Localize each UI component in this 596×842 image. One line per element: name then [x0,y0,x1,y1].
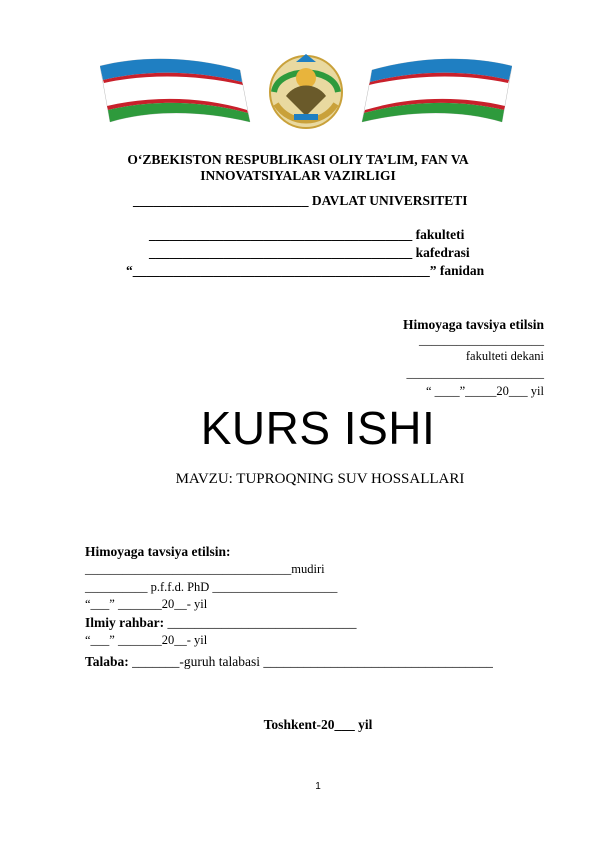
page-number: 1 [315,781,321,792]
approval-date: “ ____”_____20___ yil [425,384,544,398]
supervisor-row [85,615,357,631]
university-line: __________________________ DAVLAT UNIVERSITETI [133,193,468,208]
subject-line: “____________________________________________” fanidan [126,263,485,278]
supervisor-line: ____________________________ [164,615,357,630]
student-row [85,654,493,670]
ministry-line-2: INNOVATSIYALAR VAZIRLIGI [200,168,396,183]
left-flag [100,59,250,122]
document-title: KURS ISHI [200,402,436,454]
dean-label: fakulteti dekani [465,349,544,363]
date-line-2: “___” _______20__- yil [85,633,208,647]
department-line: _______________________________________ kafedrasi [149,245,470,260]
date-line-1: “___” _______20__- yil [85,597,208,611]
student-label: Talaba: [85,654,129,669]
approval-signature-line: ____________________ [419,333,544,347]
ministry-line-1: O‘ZBEKISTON RESPUBLIKASI OLIY TA’LIM, FAN VA [127,152,469,167]
approval-label: Himoyaga tavsiya etilsin [403,317,544,332]
state-emblem-flags-image [100,52,512,132]
right-flag [362,59,512,122]
dean-name-line: ______________________ [406,366,544,380]
topic-line: MAVZU: TUPROQNING SUV HOSSALLARI [175,471,465,487]
phd-line: __________ p.f.f.d. PhD ____________________ [85,580,338,594]
city-year: Toshkent-20___ yil [263,717,373,732]
supervisor-label: Ilmiy rahbar: [85,615,165,630]
department-head-line: _________________________________mudiri [85,562,325,576]
student-line: _______-guruh talabasi __________________________________ [128,654,493,669]
faculty-line: _______________________________________ fakulteti [149,227,465,242]
recommend-label: Himoyaga tavsiya etilsin: [85,544,231,559]
coat-of-arms [270,54,342,128]
